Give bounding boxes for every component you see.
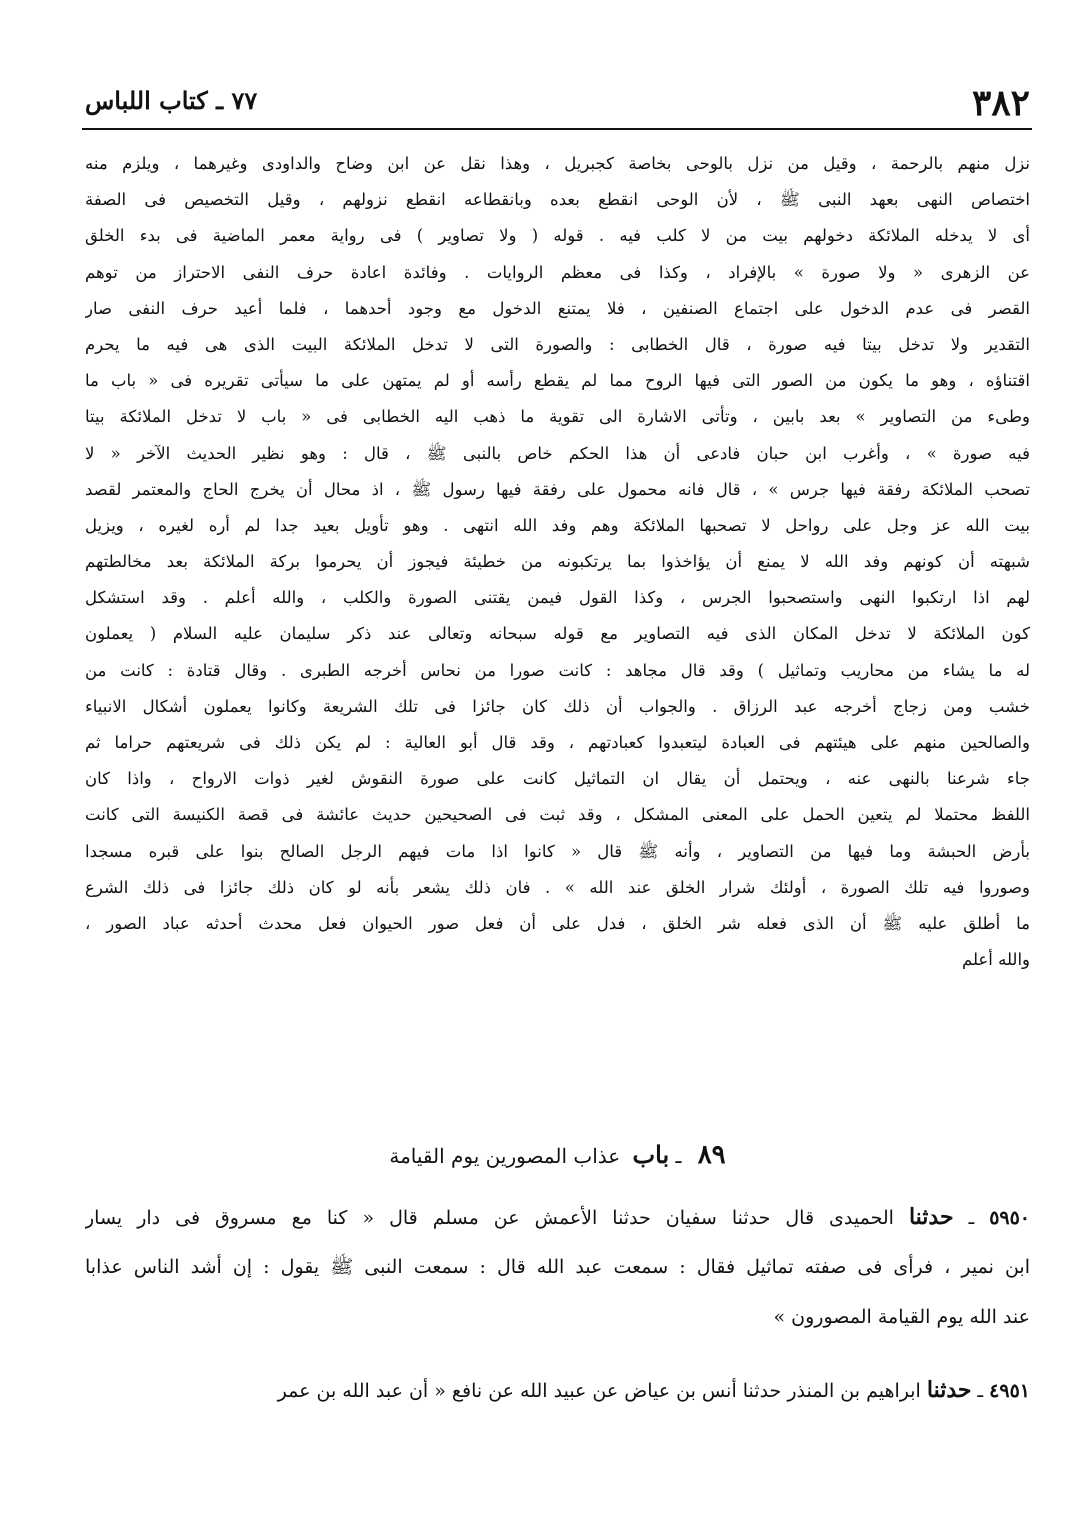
page-header	[85, 82, 1030, 128]
commentary-line: فيه صورة » ، وأغرب ابن حبان فادعى أن هذا الحكم خاص بالنبى ﷺ ، قال : وهو نظير الحديث الآخر « لا	[85, 443, 1030, 463]
commentary-line: والله أعلم	[961, 950, 1030, 970]
hadith-text: ابراهيم بن المنذر حدثنا أنس بن عياض عن عبيد الله عن نافع « أن عبد الله بن عمر	[277, 1380, 921, 1402]
commentary-text	[85, 146, 1030, 978]
commentary-line: والصالحين منهم على هيئتهم فى العبادة ليتعبدوا كعبادتهم ، وقد قال أبو العالية : لم يكن ذلك فى شريعتهم حراما ثم	[85, 733, 1030, 752]
hadith-dash: ـ	[977, 1380, 984, 1402]
commentary-line: جاء شرعنا بالنهى عنه ، ويحتمل أن يقال ان التماثيل كانت على صورة النقوش لغير ذوات الارواح ، واذا كان	[85, 769, 1030, 789]
hadith-line	[85, 1365, 1030, 1415]
commentary-line: أى لا يدخله الملائكة دخولهم بيت من لا كلب فيه . قوله ( ولا تصاوير ) فى رواية معمر الماضية فى بدء الخلق	[85, 226, 1030, 246]
chapter-title: عذاب المصورين يوم القيامة	[389, 1144, 621, 1168]
hadith-text: الحميدى قال حدثنا سفيان حدثنا الأعمش عن مسلم قال « كنا مع مسروق فى دار يسار	[85, 1207, 894, 1229]
hadith-4951	[85, 1365, 1030, 1415]
commentary-line: القصر فى عدم الدخول على اجتماع الصنفين ، فلا يمتنع الدخول مع وجود أحدهما ، فلما أعيد حرف النفى صار	[85, 298, 1030, 318]
commentary-line: لهم اذا ارتكبوا النهى واستصحبوا الجرس ، وكذا القول فيمن يقتنى الصورة والكلب ، والله أعلم . وقد استشكل	[85, 588, 1030, 608]
commentary-line: بأرض الحبشة وما فيها من التصاوير ، وأنه ﷺ قال « كانوا اذا مات فيهم الرجل الصالح بنوا على قبره مسجدا	[85, 841, 1030, 861]
chapter-dash: ـ	[675, 1144, 682, 1168]
commentary-line: بيت الله عز وجل على رواحل لا تصحبها الملائكة وهم وفد الله انتهى . وهو تأويل بعيد جدا لم أره لغيره ، ويزيل	[85, 515, 1030, 535]
header-rule	[82, 128, 1032, 130]
commentary-line: التقدير ولا تدخل بيتا فيه صورة ، قال الخطابى : والصورة التى لا تدخل الملائكة البيت الذى هى فيه ما يحرم	[85, 334, 1030, 354]
commentary-line: اقتناؤه ، وهو ما يكون من الصور التى فيها الروح مما لم يقطع رأسه أو لم يمتهن على ما سيأتى تقريره فى « باب ما	[85, 371, 1030, 391]
page-number: ٣٨٢	[971, 82, 1030, 124]
hadith-keyword: حدثنا	[926, 1377, 972, 1403]
hadith-dash: ـ	[968, 1207, 975, 1229]
commentary-line: وطىء من التصاوير » بعد بابين ، وتأتى الاشارة الى تقوية ما ذهب اليه الخطابى فى « باب لا تدخل الملائكة بيتا	[85, 407, 1030, 427]
commentary-line: شبهته أن كونهم وفد الله لا يمنع أن يؤاخذوا بما يرتكبونه من خطيئة فيجوز أن يحرموا بركة الملائكة بعد مخالطتهم	[85, 552, 1030, 572]
chapter-number: ٨٩	[697, 1140, 726, 1170]
commentary-line: عن الزهرى « ولا صورة » بالإفراد ، وكذا فى معظم الروايات . وفائدة اعادة حرف النفى الاحتراز من توهم	[85, 262, 1030, 282]
commentary-line: وصوروا فيه تلك الصورة ، أولئك شرار الخلق عند الله » . فان ذلك يشعر بأنه لو كان ذلك جائزا فى ذلك الشرع	[85, 877, 1030, 897]
hadith-5950	[85, 1192, 1030, 1342]
book-title: ٧٧ ـ كتاب اللباس	[85, 86, 258, 115]
commentary-line: نزل منهم بالرحمة ، وقيل من نزل بالوحى بخاصة كجبريل ، وهذا نقل عن ابن وضاح والداودى وغيرهما ، ويلزم منه	[85, 154, 1030, 173]
commentary-line: اختصاص النهى بعهد النبى ﷺ ، لأن الوحى انقطع بعده وبانقطاعه انقطع نزولهم ، وقيل التخصيص فى الصفة	[85, 190, 1030, 210]
commentary-line: خشب ومن زجاج أخرجه عبد الرزاق . والجواب أن ذلك كان جائزا فى تلك الشريعة وكانوا يعملون أشكال الانبياء	[85, 696, 1030, 716]
hadith-line: عند الله يوم القيامة المصورون »	[773, 1306, 1030, 1328]
commentary-line: تصحب الملائكة رفقة فيها جرس » ، قال فانه محمول على رفقة فيها رسول ﷺ ، اذ محال أن يخرج الحاج والمعتمر لقصد	[85, 479, 1030, 499]
chapter-heading	[85, 1140, 1030, 1180]
hadith-number: ٥٩٥٠	[989, 1207, 1030, 1229]
commentary-line: اللفظ محتملا لم يتعين الحمل على المعنى المشكل ، وقد ثبت فى الصحيحين حديث عائشة فى قصة الكنيسة التى كانت	[85, 805, 1030, 825]
hadith-line: ابن نمير ، فرأى فى صفته تماثيل فقال : سمعت عبد الله قال : سمعت النبى ﷺ يقول : إن أشد الناس عذابا	[85, 1256, 1030, 1278]
chapter-bab-label: باب	[632, 1140, 670, 1169]
hadith-line	[85, 1192, 1030, 1242]
hadith-keyword: حدثنا	[908, 1204, 954, 1230]
commentary-line: له ما يشاء من محاريب وتماثيل ) وقد قال مجاهد : كانت صورا من نحاس أخرجه الطبرى . وقال قتادة : كانت من	[85, 660, 1030, 680]
hadith-number: ٤٩٥١	[989, 1380, 1030, 1402]
commentary-line: ما أطلق عليه ﷺ أن الذى فعله شر الخلق ، فدل على أن فعل صور الحيوان فعل محدث أحدثه عباد الصور ،	[85, 913, 1030, 933]
commentary-line: كون الملائكة لا تدخل المكان الذى فيه التصاوير مع قوله سبحانه وتعالى عند ذكر سليمان عليه السلام ( يعملون	[85, 624, 1030, 644]
